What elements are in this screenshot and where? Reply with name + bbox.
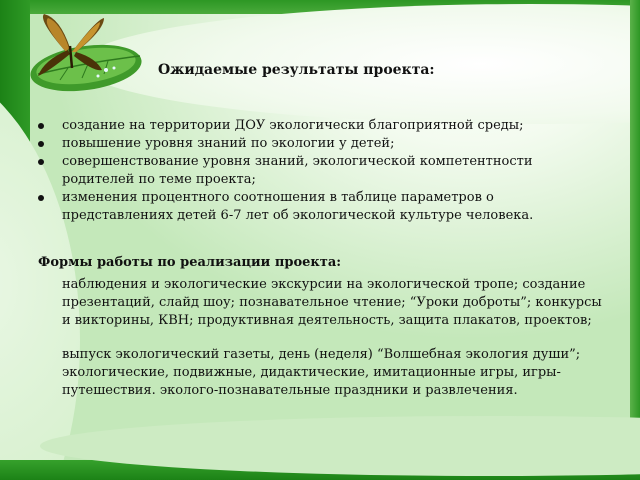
list-item-text: создание на территории ДОУ экологически благоприятной среды;: [62, 118, 524, 133]
list-item: [38, 117, 598, 135]
bullet-icon: [38, 123, 44, 129]
page-title: Ожидаемые результаты проекта:: [158, 62, 435, 78]
bullet-icon: [38, 159, 44, 165]
list-item: [38, 153, 598, 189]
list-item-text: повышение уровня знаний по экологии у детей;: [62, 136, 395, 151]
forms-paragraph-1: наблюдения и экологические экскурсии на экологической тропе; создание презентаций, слайд шоу; познавательное чтение; “Уроки доброты”; конкурсы и викторины, КВН; продуктивная деятельность, защита плакатов, проектов;: [62, 277, 602, 328]
right-frame-band: [630, 0, 640, 480]
list-item-text: совершенствование уровня знаний, экологической компетентности родителей по теме проекта;: [62, 154, 533, 187]
bullet-icon: [38, 141, 44, 147]
bullet-icon: [38, 195, 44, 201]
forms-heading: Формы работы по реализации проекта:: [38, 255, 342, 270]
forms-paragraph-2: выпуск экологический газеты, день (неделя) “Волшебная экология души”; экологические, подвижные, дидактические, имитационные игры, игры-путешествия. эколого-познавательные праздники и развлечения.: [62, 347, 581, 398]
list-item: [38, 189, 598, 225]
list-item: [38, 135, 598, 153]
list-item-text: изменения процентного соотношения в таблице параметров о представлениях детей 6-7 лет об экологической культуре человека.: [62, 190, 534, 223]
expected-results-list: [38, 117, 598, 225]
butterfly-on-leaf-icon: [8, 10, 148, 100]
